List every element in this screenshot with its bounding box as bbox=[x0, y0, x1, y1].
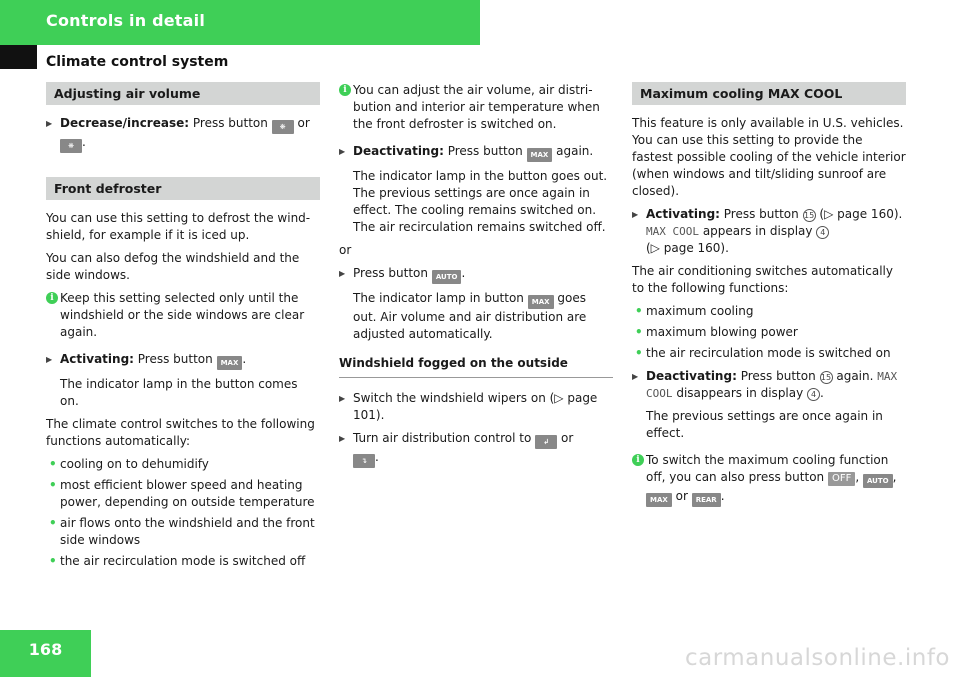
defrost-max-icon: MAX bbox=[646, 493, 672, 507]
step-activating: ▶ Activating: Press button 15 (▷ page 160). MAX COOL appears in display 4 (▷ page 160). bbox=[632, 206, 906, 257]
defrost-max-icon: MAX bbox=[217, 356, 243, 370]
step-note: The indicator lamp in the button goes out. The previous settings are once again in effect. The cooling remains switched on. The air recirculation remains switched off. bbox=[353, 169, 608, 234]
airflow-windshield-icon: ↲ bbox=[535, 435, 557, 449]
step-press-auto: ▶ Press button AUTO . bbox=[339, 265, 613, 284]
info-note: i You can adjust the air volume, air distri-bution and interior air temperature when the front defroster is switched on. bbox=[339, 82, 613, 133]
fan-increase-icon: ❋ bbox=[272, 120, 294, 134]
column-1 bbox=[46, 82, 320, 574]
chapter-title: Controls in detail bbox=[46, 11, 205, 30]
watermark: carmanualsonline.info bbox=[684, 645, 950, 671]
paragraph: The air conditioning switches automatically to the following functions: bbox=[632, 264, 893, 295]
step-note: The indicator lamp in the button comes on. bbox=[60, 377, 298, 408]
step-note: The previous settings are once again in effect. bbox=[646, 409, 883, 440]
list-item: • the air recirculation mode is switched on bbox=[632, 345, 906, 362]
info-note: i Keep this setting selected only until the windshield or the side windows are clear again. bbox=[46, 290, 320, 341]
list-item: • maximum cooling bbox=[632, 303, 906, 320]
section-marker bbox=[0, 45, 37, 69]
paragraph: This feature is only available in U.S. vehicles. You can use this setting to provide the fastest possible cooling of the vehicle interior (when windows and tilt/sliding sunroof are closed). bbox=[632, 116, 906, 198]
auto-button-icon: AUTO bbox=[863, 474, 893, 488]
step-wipers: ▶ Switch the windshield wipers on (▷ page 101). bbox=[339, 390, 613, 424]
heading-max-cool: Maximum cooling MAX COOL bbox=[632, 82, 906, 105]
heading-windshield-fogged: Windshield fogged on the outside bbox=[339, 355, 613, 378]
callout-number: 4 bbox=[816, 226, 829, 239]
airflow-windshield-footwell-icon: ↴ bbox=[353, 454, 375, 468]
list-item: • air flows onto the windshield and the front side windows bbox=[46, 515, 320, 549]
paragraph: You can use this setting to defrost the wind-shield, for example if it is iced up. bbox=[46, 211, 311, 242]
paragraph: The climate control switches to the following functions automatically: bbox=[46, 417, 315, 448]
paragraph: You can also defog the windshield and the side windows. bbox=[46, 251, 300, 282]
defrost-max-icon: MAX bbox=[528, 295, 554, 309]
heading-adjusting-air-volume: Adjusting air volume bbox=[46, 82, 320, 105]
column-2 bbox=[339, 82, 613, 474]
info-icon: i bbox=[339, 84, 351, 96]
auto-button-icon: AUTO bbox=[432, 270, 462, 284]
column-3 bbox=[632, 82, 906, 513]
callout-number: 4 bbox=[807, 388, 820, 401]
display-text: MAX COOL bbox=[646, 225, 699, 238]
step-note: The indicator lamp in button MAX goes out. Air volume and air distribution are adjusted automatically. bbox=[353, 291, 587, 341]
display-text: MAX COOL bbox=[646, 370, 898, 400]
step-activating: ▶ Activating: Press button MAX . bbox=[46, 351, 320, 370]
step-turn-distribution: ▶ Turn air distribution control to ↲ or ↴ . bbox=[339, 430, 613, 468]
rear-defrost-icon: REAR bbox=[692, 493, 721, 507]
heading-front-defroster: Front defroster bbox=[46, 177, 320, 200]
step-deactivating: ▶ Deactivating: Press button MAX again. bbox=[339, 143, 613, 162]
info-icon: i bbox=[46, 292, 58, 304]
list-item: • maximum blowing power bbox=[632, 324, 906, 341]
section-title: Climate control system bbox=[46, 54, 229, 70]
callout-number: 15 bbox=[820, 373, 832, 382]
list-item: • cooling on to dehumidify bbox=[46, 456, 320, 473]
or-text: or bbox=[339, 243, 352, 257]
fan-decrease-icon: ❋ bbox=[60, 139, 82, 153]
info-note: i To switch the maximum cooling function off, you can also press button OFF , AUTO , MAX or REAR . bbox=[632, 452, 906, 507]
step-deactivating: ▶ Deactivating: Press button 15 again. MAX COOL disappears in display 4 . bbox=[632, 368, 906, 402]
list-item: • the air recirculation mode is switched off bbox=[46, 553, 320, 570]
off-button-icon: OFF bbox=[828, 472, 855, 486]
callout-number: 15 bbox=[804, 211, 815, 220]
defrost-max-icon: MAX bbox=[527, 148, 553, 162]
page-number: 168 bbox=[28, 640, 63, 659]
step-decrease-increase: ▶ Decrease/increase: Press button ❋ or ❋ . bbox=[46, 115, 320, 153]
list-item: • most efficient blower speed and heating power, depending on outside temperature bbox=[46, 477, 320, 511]
info-icon: i bbox=[632, 454, 644, 466]
